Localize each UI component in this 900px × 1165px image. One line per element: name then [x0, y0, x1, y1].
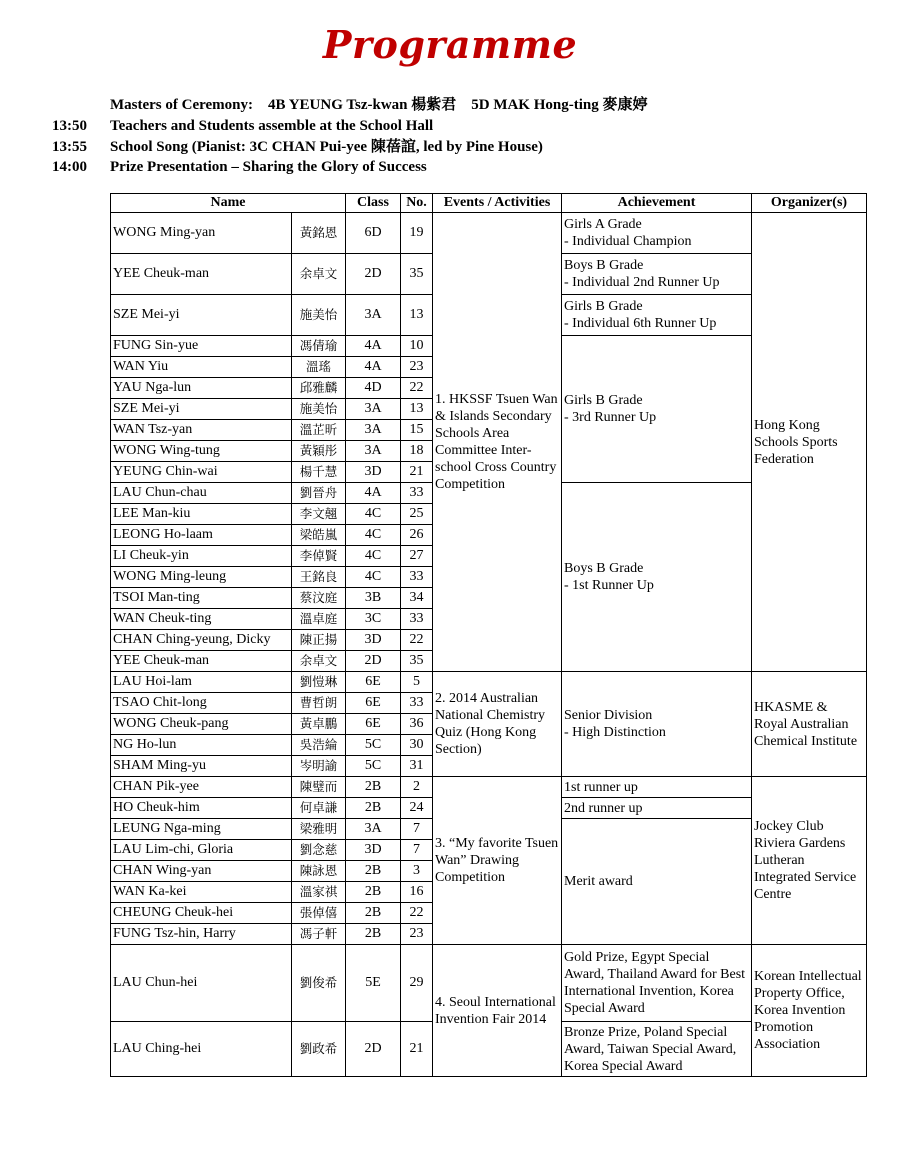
student-chinese-name: 陳正揚 — [292, 630, 346, 651]
student-class: 6D — [346, 213, 401, 254]
student-name: SZE Mei-yi — [111, 295, 292, 336]
student-class: 3A — [346, 295, 401, 336]
student-chinese-name: 劉晉舟 — [292, 483, 346, 504]
student-number: 36 — [401, 714, 433, 735]
student-number: 25 — [401, 504, 433, 525]
student-class: 2D — [346, 254, 401, 295]
student-number: 35 — [401, 651, 433, 672]
student-chinese-name: 張倬僖 — [292, 903, 346, 924]
student-name: SZE Mei-yi — [111, 399, 292, 420]
student-name: NG Ho-lun — [111, 735, 292, 756]
student-class: 6E — [346, 714, 401, 735]
student-name: YEE Cheuk-man — [111, 254, 292, 295]
student-class: 3C — [346, 609, 401, 630]
student-number: 34 — [401, 588, 433, 609]
achievement-line: Boys B Grade — [564, 561, 644, 576]
achievement-cell — [562, 483, 752, 672]
student-number: 19 — [401, 213, 433, 254]
student-number: 7 — [401, 819, 433, 840]
student-chinese-name: 馮子軒 — [292, 924, 346, 945]
student-name: TSAO Chit-long — [111, 693, 292, 714]
student-name: LEONG Ho-laam — [111, 525, 292, 546]
student-name: CHAN Ching-yeung, Dicky — [111, 630, 292, 651]
header-organizer: Organizer(s) — [752, 194, 867, 213]
student-name: CHEUNG Cheuk-hei — [111, 903, 292, 924]
student-chinese-name: 溫卓庭 — [292, 609, 346, 630]
student-class: 3A — [346, 441, 401, 462]
schedule-time: 13:55 — [52, 139, 87, 155]
student-chinese-name: 溫瑤 — [292, 357, 346, 378]
achievement-cell — [562, 819, 752, 945]
student-number: 2 — [401, 777, 433, 798]
header-class: Class — [346, 194, 401, 213]
student-chinese-name: 黃穎彤 — [292, 441, 346, 462]
student-class: 2B — [346, 882, 401, 903]
achievement-line: - 3rd Runner Up — [564, 410, 657, 425]
achievement-line: Girls B Grade — [564, 299, 643, 314]
organizer-cell: Jockey Club Riviera Gardens Lutheran Integrated Service Centre — [752, 777, 867, 945]
achievement-line: - Individual Champion — [564, 234, 692, 249]
achievement-line: Merit award — [564, 874, 633, 889]
achievement-cell — [562, 254, 752, 295]
student-class: 4C — [346, 525, 401, 546]
student-class: 4C — [346, 546, 401, 567]
student-name: LAU Chun-chau — [111, 483, 292, 504]
student-number: 35 — [401, 254, 433, 295]
student-class: 2B — [346, 861, 401, 882]
student-chinese-name: 施美怡 — [292, 295, 346, 336]
student-class: 6E — [346, 693, 401, 714]
schedule-desc: Masters of Ceremony: 4B YEUNG Tsz-kwan 楊紫君 5D MAK Hong-ting 麥康婷 — [110, 97, 648, 113]
student-chinese-name: 李文翹 — [292, 504, 346, 525]
student-class: 5C — [346, 735, 401, 756]
student-chinese-name: 吳浩綸 — [292, 735, 346, 756]
student-chinese-name: 李倬賢 — [292, 546, 346, 567]
student-number: 22 — [401, 903, 433, 924]
achievement-line: 2nd runner up — [564, 800, 643, 816]
student-number: 33 — [401, 483, 433, 504]
student-class: 4D — [346, 378, 401, 399]
student-number: 30 — [401, 735, 433, 756]
header-no: No. — [401, 194, 433, 213]
student-name: FUNG Tsz-hin, Harry — [111, 924, 292, 945]
student-number: 21 — [401, 1022, 433, 1077]
student-number: 7 — [401, 840, 433, 861]
achievement-line: Girls A Grade — [564, 217, 642, 232]
student-number: 16 — [401, 882, 433, 903]
student-class: 4A — [346, 483, 401, 504]
achievement-line: Girls B Grade — [564, 393, 643, 408]
table-row — [111, 945, 867, 1022]
student-name: WAN Yiu — [111, 357, 292, 378]
student-chinese-name: 蔡汶庭 — [292, 588, 346, 609]
student-class: 3D — [346, 462, 401, 483]
student-chinese-name: 梁皓嵐 — [292, 525, 346, 546]
achievement-cell — [562, 672, 752, 777]
achievement-line: Senior Division — [564, 708, 653, 723]
event-cell: 4. Seoul International Invention Fair 2014 — [433, 945, 562, 1077]
student-class: 4C — [346, 567, 401, 588]
student-chinese-name: 何卓謙 — [292, 798, 346, 819]
student-number: 13 — [401, 295, 433, 336]
student-name: TSOI Man-ting — [111, 588, 292, 609]
achievement-line: 1st runner up — [564, 779, 638, 795]
student-number: 5 — [401, 672, 433, 693]
achievement-cell — [562, 213, 752, 254]
student-chinese-name: 王銘良 — [292, 567, 346, 588]
student-name: WAN Cheuk-ting — [111, 609, 292, 630]
student-class: 2B — [346, 903, 401, 924]
event-cell: 2. 2014 Australian National Chemistry Quiz (Hong Kong Section) — [433, 672, 562, 777]
achievement-cell — [562, 1022, 752, 1077]
student-chinese-name: 余卓文 — [292, 651, 346, 672]
student-chinese-name: 溫家祺 — [292, 882, 346, 903]
student-name: WAN Ka-kei — [111, 882, 292, 903]
organizer-cell: HKASME & Royal Australian Chemical Institute — [752, 672, 867, 777]
student-name: WONG Ming-yan — [111, 213, 292, 254]
student-number: 26 — [401, 525, 433, 546]
table-header-row — [111, 194, 867, 213]
achievement-line: Boys B Grade — [564, 258, 644, 273]
event-cell: 3. “My favorite Tsuen Wan” Drawing Competition — [433, 777, 562, 945]
achievement-cell — [562, 777, 752, 798]
achievement-line: - High Distinction — [564, 725, 666, 740]
achievement-line: Gold Prize, Egypt Special Award, Thailand Award for Best International Invention, Korea Special Award — [564, 950, 746, 1016]
achievement-line: - Individual 2nd Runner Up — [564, 275, 720, 290]
student-class: 2B — [346, 777, 401, 798]
student-class: 2D — [346, 1022, 401, 1077]
student-name: FUNG Sin-yue — [111, 336, 292, 357]
student-class: 3A — [346, 420, 401, 441]
student-class: 5E — [346, 945, 401, 1022]
organizer-cell: Hong Kong Schools Sports Federation — [752, 213, 867, 672]
achievement-line: - 1st Runner Up — [564, 578, 654, 593]
student-class: 4A — [346, 336, 401, 357]
student-name: LI Cheuk-yin — [111, 546, 292, 567]
achievement-cell — [562, 945, 752, 1022]
student-class: 2D — [346, 651, 401, 672]
student-number: 22 — [401, 378, 433, 399]
student-chinese-name: 陳詠恩 — [292, 861, 346, 882]
student-number: 27 — [401, 546, 433, 567]
student-number: 22 — [401, 630, 433, 651]
student-class: 2B — [346, 924, 401, 945]
student-class: 3A — [346, 819, 401, 840]
awards-table — [110, 193, 867, 1077]
table-row — [111, 672, 867, 693]
student-chinese-name: 劉念慈 — [292, 840, 346, 861]
student-name: CHAN Pik-yee — [111, 777, 292, 798]
student-chinese-name: 溫芷昕 — [292, 420, 346, 441]
achievement-cell — [562, 295, 752, 336]
student-name: WONG Wing-tung — [111, 441, 292, 462]
student-chinese-name: 劉政希 — [292, 1022, 346, 1077]
student-number: 33 — [401, 609, 433, 630]
student-chinese-name: 岑明諭 — [292, 756, 346, 777]
student-number: 31 — [401, 756, 433, 777]
student-chinese-name: 施美怡 — [292, 399, 346, 420]
page-title: Programme — [322, 22, 578, 67]
student-chinese-name: 黃卓鵬 — [292, 714, 346, 735]
student-name: LEUNG Nga-ming — [111, 819, 292, 840]
table-body — [111, 213, 867, 1077]
student-chinese-name: 邱雅麟 — [292, 378, 346, 399]
student-name: LAU Chun-hei — [111, 945, 292, 1022]
student-class: 3D — [346, 840, 401, 861]
event-cell: 1. HKSSF Tsuen Wan & Islands Secondary Schools Area Committee Inter-school Cross Country Competition — [433, 213, 562, 672]
achievement-cell — [562, 798, 752, 819]
student-number: 13 — [401, 399, 433, 420]
student-name: WAN Tsz-yan — [111, 420, 292, 441]
student-number: 23 — [401, 357, 433, 378]
student-number: 24 — [401, 798, 433, 819]
table-row — [111, 213, 867, 254]
achievement-cell — [562, 336, 752, 483]
student-number: 29 — [401, 945, 433, 1022]
header-events: Events / Activities — [433, 194, 562, 213]
student-class: 2B — [346, 798, 401, 819]
student-number: 21 — [401, 462, 433, 483]
student-class: 5C — [346, 756, 401, 777]
student-chinese-name: 余卓文 — [292, 254, 346, 295]
student-name: YEUNG Chin-wai — [111, 462, 292, 483]
student-class: 3D — [346, 630, 401, 651]
student-class: 4C — [346, 504, 401, 525]
student-name: CHAN Wing-yan — [111, 861, 292, 882]
student-chinese-name: 馮倩瑜 — [292, 336, 346, 357]
student-chinese-name: 劉愷琳 — [292, 672, 346, 693]
student-name: WONG Ming-leung — [111, 567, 292, 588]
organizer-cell: Korean Intellectual Property Office, Korea Invention Promotion Association — [752, 945, 867, 1077]
student-name: HO Cheuk-him — [111, 798, 292, 819]
student-chinese-name: 劉俊希 — [292, 945, 346, 1022]
student-class: 3B — [346, 588, 401, 609]
student-chinese-name: 梁雅明 — [292, 819, 346, 840]
student-name: LAU Ching-hei — [111, 1022, 292, 1077]
student-name: LEE Man-kiu — [111, 504, 292, 525]
student-name: YEE Cheuk-man — [111, 651, 292, 672]
student-number: 3 — [401, 861, 433, 882]
header-name: Name — [111, 194, 346, 213]
header-achievement: Achievement — [562, 194, 752, 213]
student-class: 6E — [346, 672, 401, 693]
student-chinese-name: 黃銘恩 — [292, 213, 346, 254]
schedule-desc: School Song (Pianist: 3C CHAN Pui-yee 陳蓓誼, led by Pine House) — [110, 139, 543, 155]
student-number: 10 — [401, 336, 433, 357]
student-name: SHAM Ming-yu — [111, 756, 292, 777]
student-number: 18 — [401, 441, 433, 462]
student-name: LAU Hoi-lam — [111, 672, 292, 693]
student-name: LAU Lim-chi, Gloria — [111, 840, 292, 861]
student-class: 3A — [346, 399, 401, 420]
table-row — [111, 777, 867, 798]
schedule-time: 14:00 — [52, 159, 87, 175]
student-number: 15 — [401, 420, 433, 441]
student-number: 23 — [401, 924, 433, 945]
student-chinese-name: 曹哲朗 — [292, 693, 346, 714]
student-number: 33 — [401, 567, 433, 588]
student-name: YAU Nga-lun — [111, 378, 292, 399]
schedule-desc: Teachers and Students assemble at the School Hall — [110, 118, 434, 134]
achievement-line: - Individual 6th Runner Up — [564, 316, 717, 331]
student-number: 33 — [401, 693, 433, 714]
student-class: 4A — [346, 357, 401, 378]
achievement-line: Bronze Prize, Poland Special Award, Taiwan Special Award, Korea Special Award — [564, 1024, 737, 1074]
schedule-desc: Prize Presentation – Sharing the Glory of Success — [110, 159, 427, 175]
schedule-time: 13:50 — [52, 118, 87, 134]
student-chinese-name: 楊千慧 — [292, 462, 346, 483]
student-chinese-name: 陳璧而 — [292, 777, 346, 798]
student-name: WONG Cheuk-pang — [111, 714, 292, 735]
